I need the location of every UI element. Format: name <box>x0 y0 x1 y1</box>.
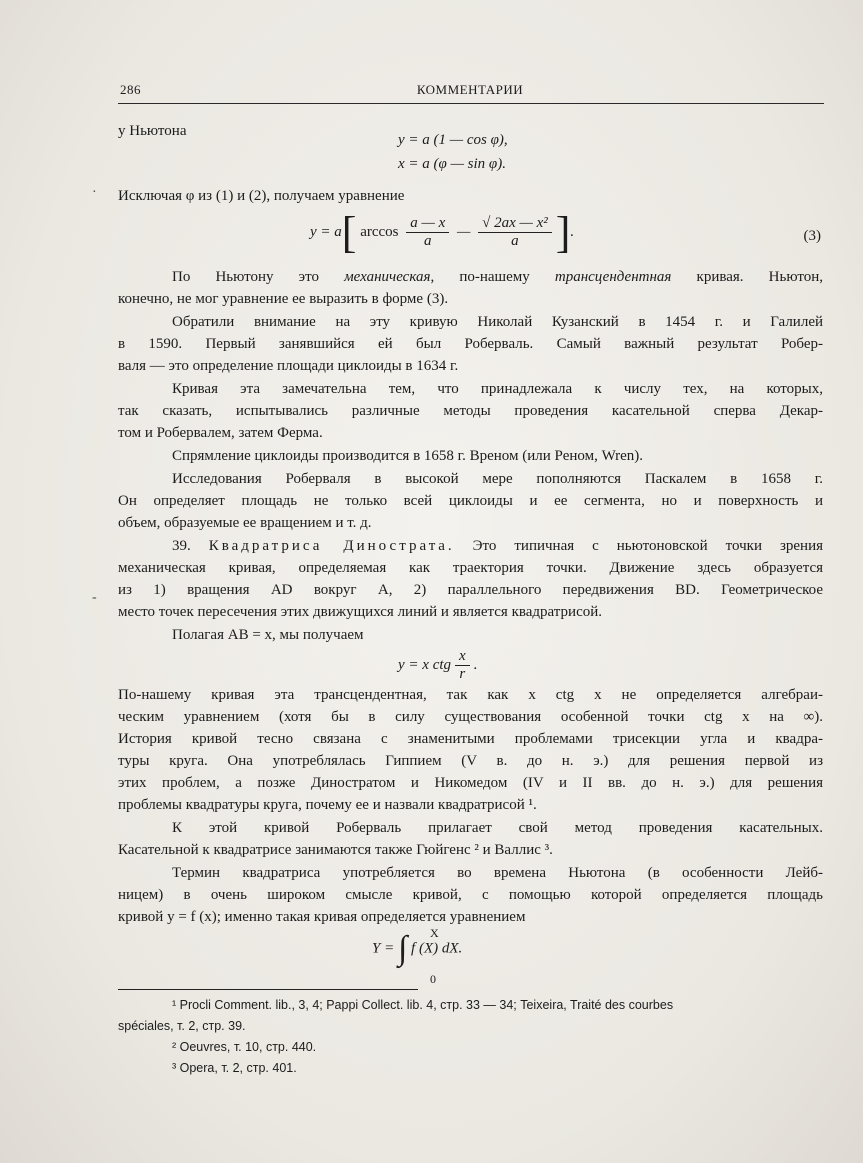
eq3-fraction-2 <box>478 215 552 250</box>
para3-line1: Кривая эта замечательна тем, что принадлежала к числу тех, на которых, <box>172 381 823 397</box>
para6-line2: механическая кривая, определяемая как траектория точки. Движение здесь образуется <box>118 560 823 576</box>
para2-line1: Обратили внимание на эту кривую Николай Кузанский в 1454 г. и Галилей <box>172 314 823 330</box>
para3-line2: так сказать, испытывались различные методы проведения касательной сперва Декар- <box>118 403 823 419</box>
integral-upper: X <box>430 926 439 940</box>
para6-line3: из 1) вращения AD вокруг A, 2) параллельного передвижения BD. Геометрическое <box>118 582 823 598</box>
para1-line2: конечно, не мог уравнение ее выразить в форме (3). <box>118 291 449 307</box>
para10-line3: кривой y = f (x); именно такая кривая определяется уравнением <box>118 909 526 925</box>
para7: Полагая AB = x, мы получаем <box>172 627 364 643</box>
para10-line1: Термин квадратриса употребляется во времена Ньютона (в особенности Лейб- <box>172 865 823 881</box>
para8-line3: История кривой тесно связана с знаменитыми проблемами трисекции угла и квадра- <box>118 731 823 747</box>
eq3-f2-num: √ 2ax — x² <box>478 215 552 233</box>
newton-eq-2: x = a (φ — sin φ). <box>398 156 506 172</box>
section-title: Квадратриса Диностратa. <box>208 538 455 554</box>
para8-line4: туры круга. Она употреблялась Гиппием (V в. до н. э.) для решения первой из <box>118 753 823 769</box>
equation-ctg: y = x ctg $\frac{x}{r}$ . <box>398 648 478 682</box>
ctg-fraction: $\frac{x}{r}$ <box>455 648 470 683</box>
equation-integral: Y = ∫ X 0 f (X) dX. <box>372 926 463 986</box>
para3-line3: том и Робервалем, затем Ферма. <box>118 425 323 441</box>
para8-line5: этих проблем, а позже Диностратом и Никомедом (IV и II вв. до н. э.) для решения <box>118 775 823 791</box>
integral-lower: 0 <box>430 972 436 986</box>
eq3-f2-den: a <box>511 233 519 249</box>
footnote-1: ¹ Procli Comment. lib., 3, 4; Pappi Collect. lib. 4, стр. 33 — 34; Teixeira, Traité des courbes <box>172 998 674 1012</box>
para5-line3: объем, образуемые ее вращением и т. д. <box>118 515 372 531</box>
newton-eq-1: y = a (1 — cos φ), <box>398 132 508 148</box>
para6-line4: место точек пересечения этих движущихся линий и является квадратрисой. <box>118 604 602 620</box>
eq3-minus: — <box>457 223 471 240</box>
running-title: КОММЕНТАРИИ <box>416 82 524 97</box>
para6-line1: 39. Квадратриса Диностратa. Это типичная с ньютоновской точки зрения <box>172 538 823 554</box>
eq3-lhs: y = a <box>310 223 342 240</box>
eq3-arccos: arccos <box>360 223 399 240</box>
para2-line2: в 1590. Первый занявшийся ей был Роберваль. Самый важный результат Робер- <box>118 336 823 352</box>
para8-line1: По-нашему кривая эта трансцендентная, так как x ctg x не определяется алгебраи- <box>118 687 823 703</box>
para9-line1: К этой кривой Роберваль прилагает свой метод проведения касательных. <box>172 820 823 836</box>
excluding-line: Исключая φ из (1) и (2), получаем уравнение <box>118 188 405 204</box>
integral-sign: ∫ <box>397 930 408 967</box>
eq3-f1-den: a <box>424 233 432 249</box>
header-rule <box>118 103 824 104</box>
para5-line1: Исследования Роберваля в высокой мере пополняются Паскалем в 1658 г. <box>172 471 823 487</box>
section-number: 39. <box>172 538 191 554</box>
footnote-3: ³ Opera, т. 2, стр. 401. <box>172 1061 297 1075</box>
equation-3: y = a[ arccos $\frac{a — x}{a}$ — $\frac{\text{√ 2ax — x²}}{a}$ ]. <box>310 208 575 257</box>
margin-dot: · <box>92 185 97 200</box>
para1-line1: По Ньютону это механическая, по-нашему трансцендентная кривая. Ньютон, <box>172 269 823 285</box>
eq3-fraction-1 <box>406 215 449 250</box>
margin-dash: - <box>92 590 97 605</box>
para10-line2: ницем) в очень широком смысле кривой, с помощью которой определяется площадь <box>118 887 823 903</box>
para2-line3: валя — это определение площади циклоиды в 1634 г. <box>118 358 459 374</box>
eq3-f1-num: a — x <box>406 215 449 233</box>
footnote-rule <box>118 989 418 990</box>
newton-label: у Ньютона <box>118 123 187 139</box>
equation-3-number: (3) <box>803 228 821 244</box>
footnote-1-cont: spéciales, т. 2, стр. 39. <box>118 1019 246 1033</box>
para9-line2: Касательной к квадратрисе занимаются также Гюйгенс ² и Валлис ³. <box>118 842 553 858</box>
para8-line6: проблемы квадратуры круга, почему ее и назвали квадратрисой ¹. <box>118 797 537 813</box>
eq3-left-bracket: [ <box>341 208 357 257</box>
para8-line2: ческим уравнением (хотя бы в силу существования особенной точки ctg x на ∞). <box>118 709 823 725</box>
page-header <box>120 82 820 104</box>
footnote-2: ² Oeuvres, т. 10, стр. 440. <box>172 1040 317 1054</box>
eq3-right-bracket: ] <box>555 208 571 257</box>
para4: Спрямление циклоиды производится в 1658 г. Вреном (или Реном, Wren). <box>172 448 644 464</box>
para5-line2: Он определяет площадь не только всей циклоиды и ее сегмента, но и поверхность и <box>118 493 823 509</box>
page-number: 286 <box>120 82 141 97</box>
